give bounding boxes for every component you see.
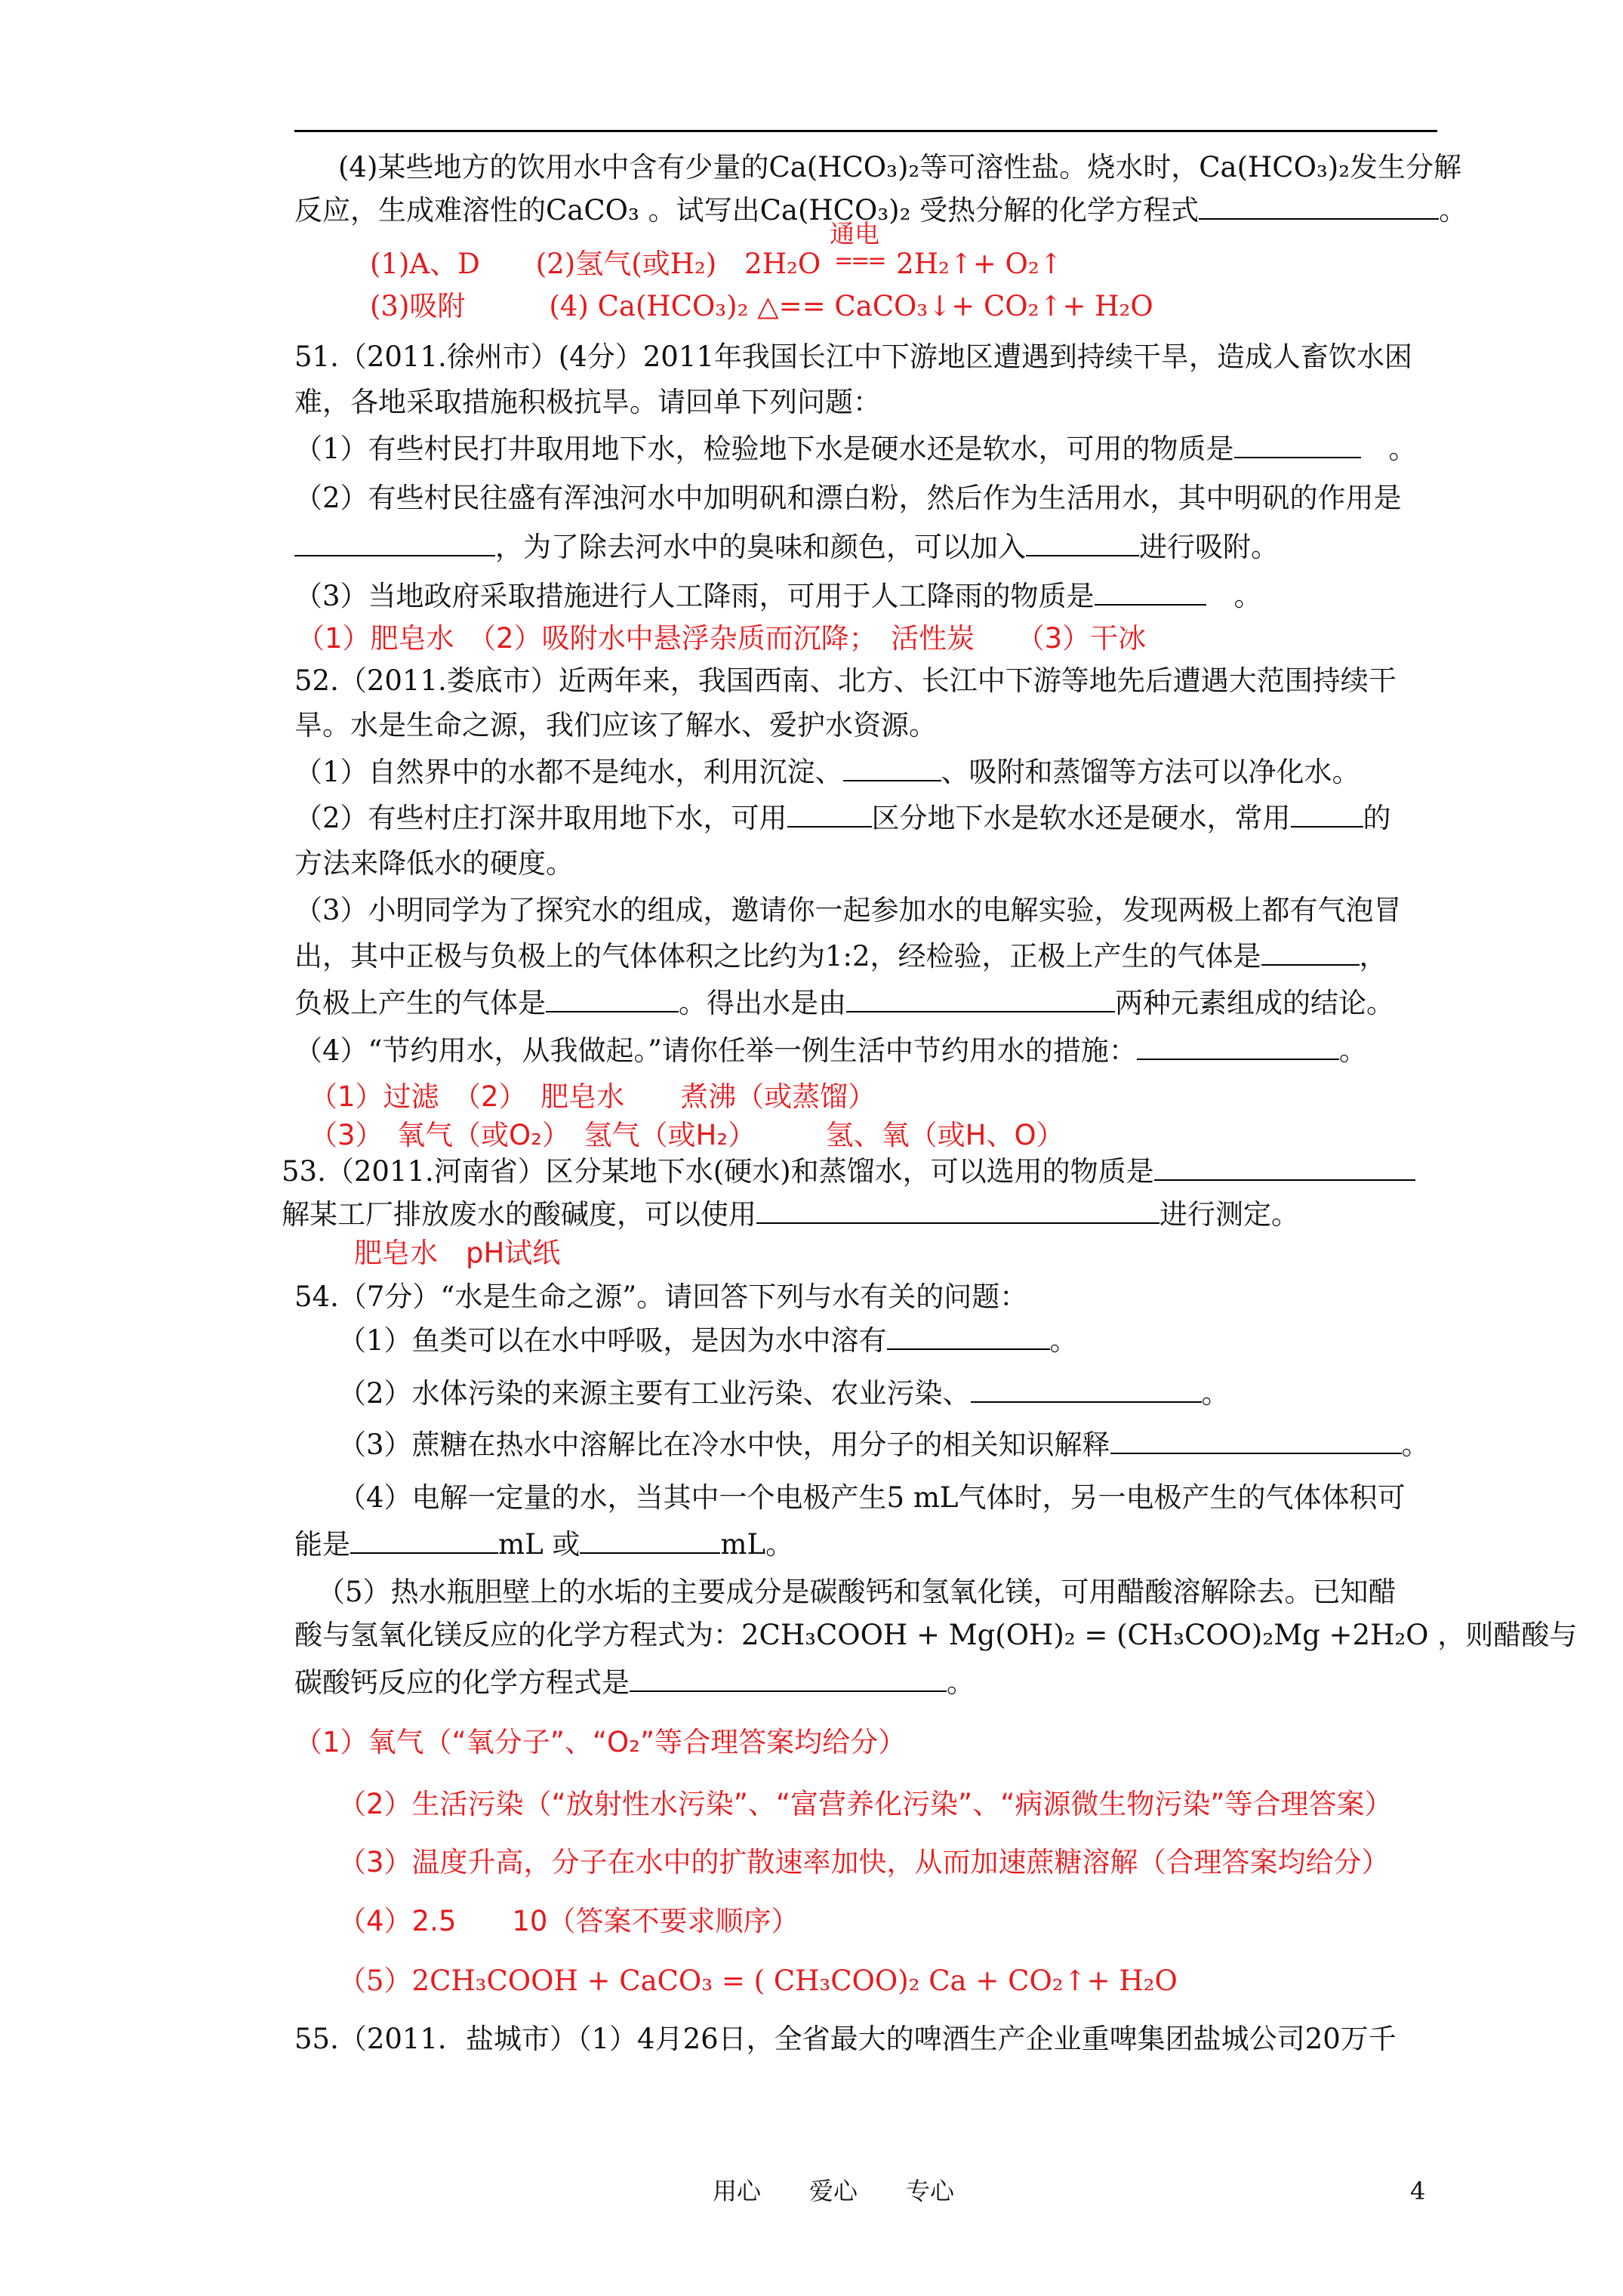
- blank: [846, 988, 1115, 1012]
- answer-51: （1）肥皂水 （2）吸附水中悬浮杂质而沉降； 活性炭 （3）干冰: [297, 622, 1147, 655]
- q51-part-1: （1）有些村民打井取用地下水，检验地下水是硬水还是软水，可用的物质是 。: [294, 433, 1417, 465]
- blank: [971, 1379, 1202, 1403]
- q53-line-1: 53.（2011.河南省）区分某地下水(硬水)和蒸馏水，可以选用的物质是: [282, 1152, 1415, 1191]
- answer-54-5: （5）2CH₃COOH + CaCO₃ = ( CH₃COO)₂ Ca + CO₂↑+ H₂O: [338, 1965, 1178, 1997]
- answer-54-3: （3）温度升高，分子在水中的扩散速率加快，从而加速蔗糖溶解（合理答案均给分）: [338, 1846, 1390, 1878]
- q51-part-2: （2）有些村民往盛有浑浊河水中加明矾和漂白粉，然后作为生活用水，其中明矾的作用是: [294, 482, 1402, 514]
- blank: [1110, 1430, 1402, 1454]
- page-number: 4: [1410, 2177, 1426, 2205]
- blank: [787, 803, 872, 827]
- answer-52-line-1: （1）过滤 （2） 肥皂水 煮沸（或蒸馏）: [310, 1080, 876, 1113]
- blank: [294, 532, 495, 556]
- footer-motto: 用心 爱心 专心: [713, 2177, 955, 2205]
- electrolysis-condition: 通电 ===: [830, 219, 885, 274]
- answer-52-line-2: （3） 氧气（或O₂） 氢气（或H₂） 氢、氧（或H、O）: [310, 1119, 1064, 1151]
- q52-part-2-cont: 方法来降低水的硬度。: [294, 847, 574, 880]
- q54-head: 54.（7分）“水是生命之源”。请回答下列与水有关的问题：: [294, 1281, 1028, 1313]
- blank: [350, 1530, 498, 1554]
- blank: [1234, 434, 1361, 458]
- answer-54-1: （1）氧气（“氧分子”、“O₂”等合理答案均给分）: [294, 1726, 907, 1758]
- q54-part-2: （2）水体污染的来源主要有工业污染、农业污染、 。: [338, 1377, 1230, 1410]
- q52-part-1: （1）自然界中的水都不是纯水，利用沉淀、 、吸附和蒸馏等方法可以净化水。: [294, 756, 1360, 788]
- header-rule: [294, 130, 1437, 132]
- blank: [1199, 196, 1439, 220]
- blank: [546, 988, 679, 1012]
- q52-part-3-cont2: 负极上产生的气体是 。得出水是由 两种元素组成的结论。: [294, 987, 1394, 1019]
- answer-54-2: （2）生活污染（“放射性水污染”、“富营养化污染”、“病源微生物污染”等合理答案）: [338, 1788, 1393, 1820]
- q52-part-3-cont: 出，其中正极与负极上的气体体积之比约为1:2，经检验，正极上产生的气体是 ，: [294, 940, 1387, 972]
- blank: [843, 757, 941, 781]
- q51-part-2-cont: ，为了除去河水中的臭味和颜色，可以加入 进行吸附。: [294, 528, 1279, 567]
- blank: [630, 1668, 947, 1692]
- blank: [1154, 1157, 1415, 1181]
- answer-prev-line-1: (1)A、D (2)氢气(或H₂) 2H₂O 通电 === 2H₂↑+ O₂↑: [370, 219, 1063, 280]
- blank: [1261, 942, 1360, 966]
- answer-prev-line-2: (3)吸附 (4) Ca(HCO₃)₂ △== CaCO₃↓+ CO₂↑+ H₂O: [370, 290, 1153, 322]
- blank: [580, 1530, 720, 1554]
- blank: [756, 1200, 1160, 1224]
- blank: [1095, 581, 1206, 606]
- blank: [887, 1326, 1050, 1350]
- blank: [1137, 1036, 1339, 1060]
- q54-part-1: （1）鱼类可以在水中呼吸，是因为水中溶有 。: [338, 1324, 1078, 1357]
- q51-part-3: （3）当地政府采取措施进行人工降雨，可用于人工降雨的物质是 。: [294, 580, 1262, 612]
- blank: [1291, 803, 1363, 827]
- q51-line-2: 难，各地采取措施积极抗旱。请回单下列问题：: [294, 386, 881, 418]
- q54-part-5-cont: 酸与氢氧化镁反应的化学方程式为：2CH₃COOH + Mg(OH)₂ = (CH₃COO)₂Mg +2H₂O ，则醋酸与: [294, 1619, 1578, 1651]
- q52-line-2: 旱。水是生命之源，我们应该了解水、爱护水资源。: [294, 709, 937, 741]
- q53-line-2: 解某工厂排放废水的酸碱度，可以使用 进行测定。: [282, 1198, 1299, 1231]
- answer-53: 肥皂水 pH试纸: [354, 1237, 561, 1269]
- blank: [1026, 532, 1139, 556]
- q54-part-5-cont2: 碳酸钙反应的化学方程式是 。: [294, 1666, 975, 1699]
- q52-part-2: （2）有些村庄打深井取用地下水，可用 区分地下水是软水还是硬水，常用 的: [294, 802, 1391, 834]
- q4-line-1: (4)某些地方的饮用水中含有少量的Ca(HCO₃)₂等可溶性盐。烧水时，Ca(HCO₃)₂发生分解: [338, 151, 1462, 183]
- q4-line-2: 反应，生成难溶性的CaCO₃ 。试写出Ca(HCO₃)₂ 受热分解的化学方程式 。: [294, 194, 1467, 227]
- q54-part-3: （3）蔗糖在热水中溶解比在冷水中快，用分子的相关知识解释 。: [338, 1428, 1430, 1461]
- q52-part-3: （3）小明同学为了探究水的组成，邀请你一起参加水的电解实验，发现两极上都有气泡冒: [294, 894, 1402, 926]
- q52-line-1: 52.（2011.娄底市）近两年来，我国西南、北方、长江中下游等地先后遭遇大范围持续干: [294, 664, 1397, 697]
- q51-line-1: 51.（2011.徐州市）(4分）2011年我国长江中下游地区遭遇到持续干旱，造成人畜饮水困: [294, 341, 1412, 373]
- answer-54-4: （4）2.5 10（答案不要求顺序）: [338, 1905, 799, 1937]
- q54-part-5: （5）热水瓶胆壁上的水垢的主要成分是碳酸钙和氢氧化镁，可用醋酸溶解除去。已知醋: [317, 1576, 1397, 1608]
- q54-part-4: （4）电解一定量的水，当其中一个电极产生5 mL气体时，另一电极产生的气体体积可: [338, 1481, 1406, 1514]
- q52-part-4: （4）“节约用水，从我做起。”请你任举一例生活中节约用水的措施： 。: [294, 1034, 1367, 1067]
- q54-part-4-cont: 能是 mL 或 mL。: [294, 1528, 794, 1561]
- q55-line-1: 55.（2011．盐城市）（1）4月26日，全省最大的啤酒生产企业重啤集团盐城公司20万千: [294, 2023, 1397, 2055]
